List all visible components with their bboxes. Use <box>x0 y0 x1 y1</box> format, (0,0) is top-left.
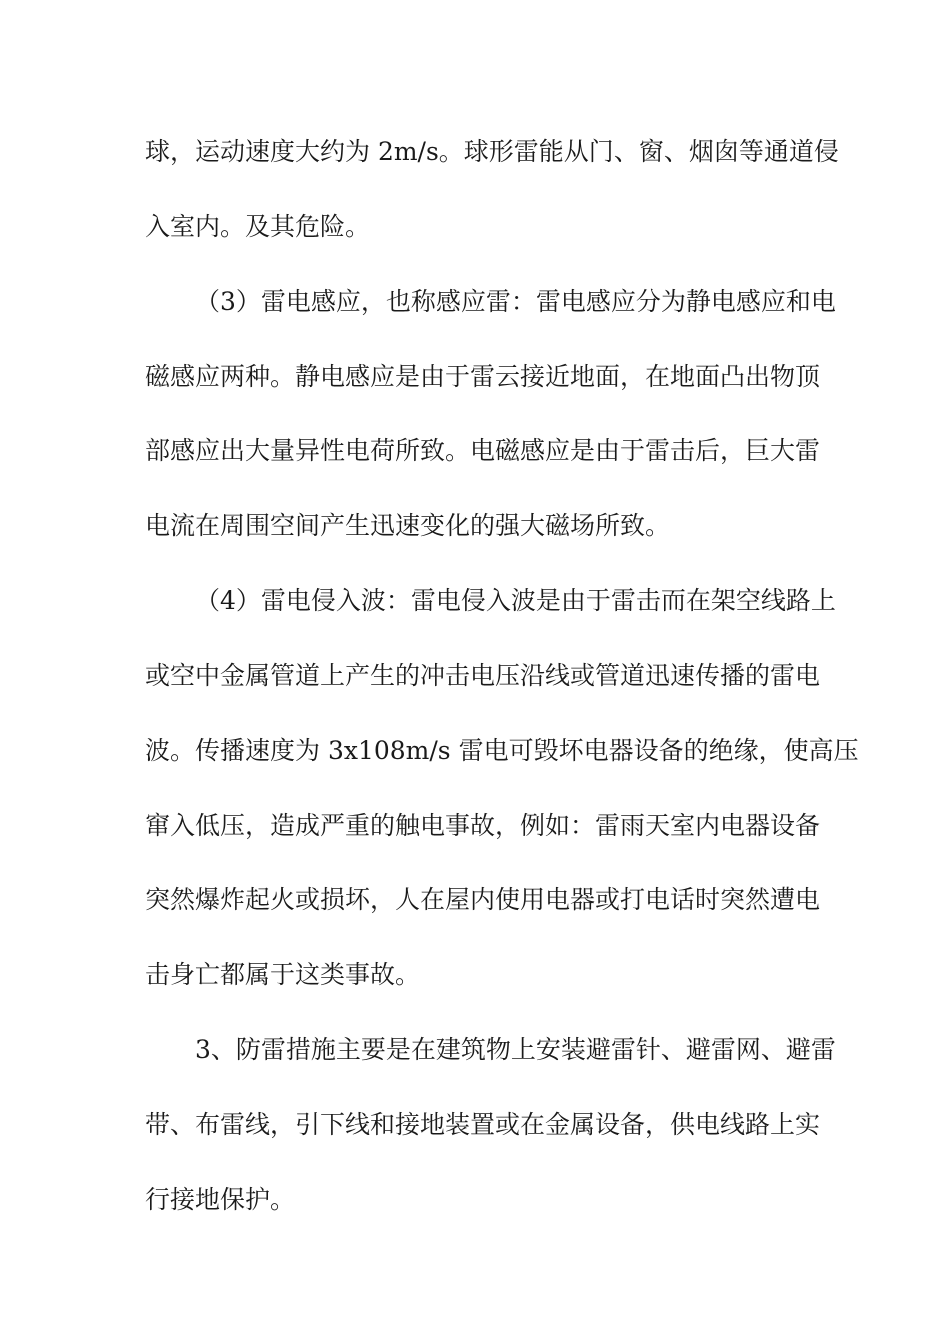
paragraph-line: 部感应出大量异性电荷所致。电磁感应是由于雷击后，巨大雷 <box>145 436 821 465</box>
paragraph-line: 突然爆炸起火或损坏，人在屋内使用电器或打电话时突然遭电 <box>145 885 821 914</box>
paragraph-line: 行接地保护。 <box>145 1185 296 1214</box>
paragraph-line: 带、布雷线，引下线和接地装置或在金属设备，供电线路上实 <box>145 1110 821 1139</box>
paragraph-line: 电流在周围空间产生迅速变化的强大磁场所致。 <box>145 511 671 540</box>
paragraph-line: 磁感应两种。静电感应是由于雷云接近地面，在地面凸出物顶 <box>145 362 821 391</box>
paragraph-line: 或空中金属管道上产生的冲击电压沿线或管道迅速传播的雷电 <box>145 661 821 690</box>
paragraph-line: （4）雷电侵入波：雷电侵入波是由于雷击而在架空线路上 <box>195 586 836 615</box>
paragraph-line: 3、防雷措施主要是在建筑物上安装避雷针、避雷网、避雷 <box>195 1035 836 1064</box>
paragraph-line: 球，运动速度大约为 2m/s。球形雷能从门、窗、烟囱等通道侵 <box>145 137 839 166</box>
paragraph-line: 击身亡都属于这类事故。 <box>145 960 421 989</box>
paragraph-line: 波。传播速度为 3x108m/s 雷电可毁坏电器设备的绝缘，使高压 <box>145 736 859 765</box>
paragraph-line: （3）雷电感应，也称感应雷：雷电感应分为静电感应和电 <box>195 287 836 316</box>
paragraph-line: 入室内。及其危险。 <box>145 212 371 241</box>
paragraph-line: 窜入低压，造成严重的触电事故，例如：雷雨天室内电器设备 <box>145 811 821 840</box>
